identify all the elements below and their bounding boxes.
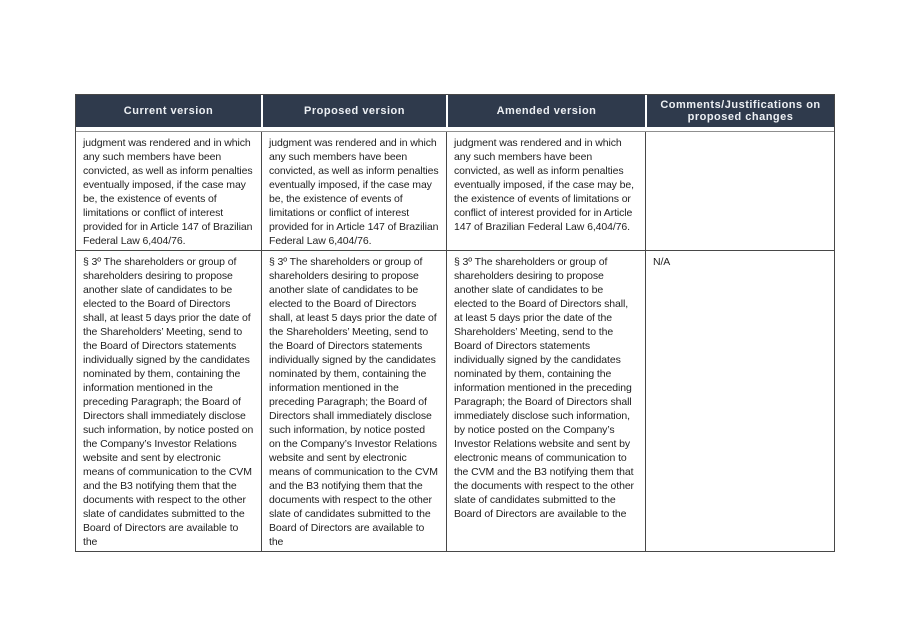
table-cell-comments [645, 132, 834, 250]
table-row [76, 131, 834, 250]
table-cell-amended-version: judgment was rendered and in which any such members have been convicted, as well as inform penalties eventually imposed, if the case may be, the existence of events of limitations or conflict of interest provided for in Article 147 of Brazilian Federal Law 6,404/76. [446, 132, 645, 250]
table-row [76, 250, 834, 551]
comparison-table [75, 94, 835, 552]
table-cell-current-version: § 3º The shareholders or group of shareholders desiring to propose another slate of candidates to be elected to the Board of Directors shall, at least 5 days prior the date of the Shareholders’ Meeting, send to the Board of Directors statements individually signed by the candidates nominated by them, containing the information mentioned in the preceding Paragraph; the Board of Directors shall immediately disclose such information, by notice posted on the Company’s Investor Relations website and sent by electronic means of communication to the CVM and the B3 notifying them that the documents with respect to the other slate of candidates submitted to the Board of Directors are available to the [83, 256, 254, 548]
table-cell-current-version: judgment was rendered and in which any such members have been convicted, as well as inform penalties eventually imposed, if the case may be, the existence of events of limitations or conflict of interest provided for in Article 147 of Brazilian Federal Law 6,404/76. [83, 137, 253, 247]
table-cell-comments: N/A [645, 251, 834, 551]
column-header-amended-version: Amended version [446, 95, 645, 127]
table-cell-proposed-version: § 3º The shareholders or group of shareholders desiring to propose another slate of candidates to be elected to the Board of Directors shall, at least 5 days prior the date of the Shareholders’ Meeting, send to the Board of Directors statements individually signed by the candidates nominated by them, containing the information mentioned in the preceding Paragraph; the Board of Directors shall immediately disclose such information, by notice posted on the Company’s Investor Relations website and sent by electronic means of communication to the CVM and the B3 notifying them that the documents with respect to the other slate of candidates submitted to the Board of Directors are available to the [261, 251, 446, 551]
table-cell-proposed-version: judgment was rendered and in which any such members have been convicted, as well as inform penalties eventually imposed, if the case may be, the existence of events of limitations or conflict of interest provided for in Article 147 of Brazilian Federal Law 6,404/76. [261, 132, 446, 250]
table-cell-amended-version: § 3º The shareholders or group of shareholders desiring to propose another slate of candidates to be elected to the Board of Directors shall, at least 5 days prior the date of the Shareholders’ Meeting, send to the Board of Directors statements individually signed by the candidates nominated by them, containing the information mentioned in the preceding Paragraph; the Board of Directors shall immediately disclose such information, by notice posted on the Company’s Investor Relations website and sent by electronic means of communication to the CVM and the B3 notifying them that the documents with respect to the other slate of candidates submitted to the Board of Directors are available to the [446, 251, 645, 551]
column-header-proposed-version: Proposed version [261, 95, 446, 127]
column-header-comments-justifications: Comments/Justifications on proposed changes [645, 95, 834, 127]
column-header-current-version: Current version [76, 95, 261, 127]
table-header-row [76, 95, 834, 127]
